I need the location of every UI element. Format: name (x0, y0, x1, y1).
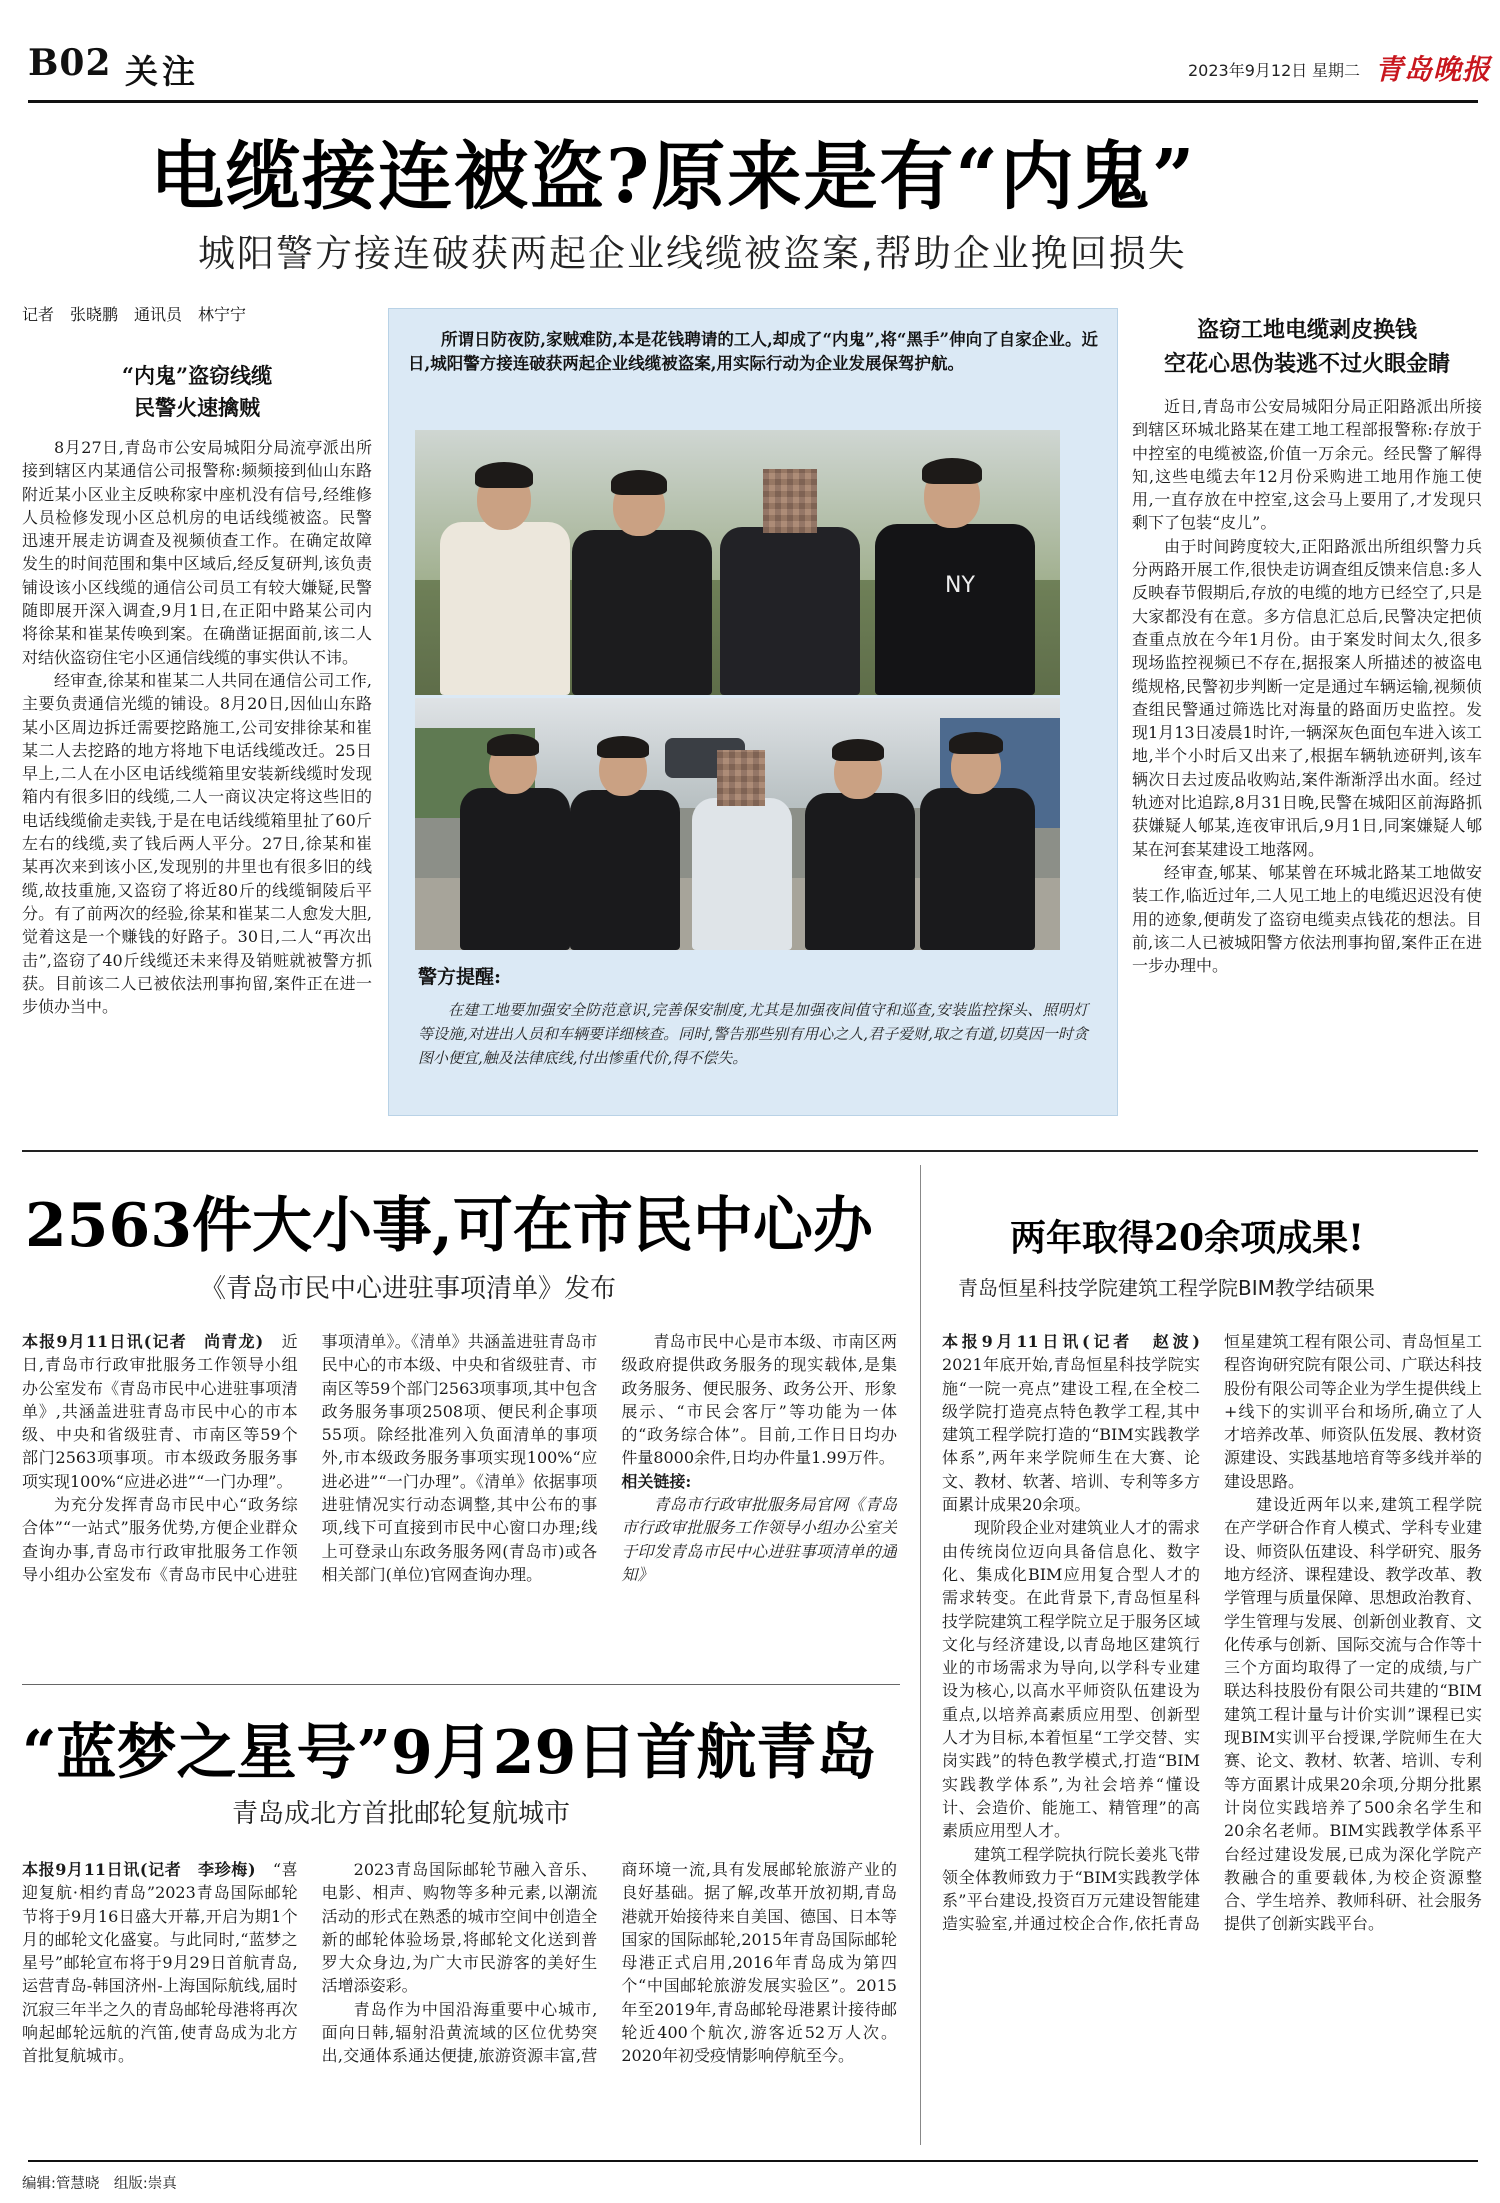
story1-right-column (1132, 313, 1482, 1123)
related-link-label: 相关链接: (621, 1471, 692, 1491)
editor-credit: 编辑:管慧晓 组版:崇真 (22, 2176, 177, 2192)
related-link-text: 青岛市行政审批服务局官网《青岛市行政审批服务工作领导小组办公室关于印发青岛市民中心进驻事项清单的通知》 (621, 1495, 897, 1584)
issue-date: 2023年9月12日 (1188, 61, 1308, 80)
suspects-photo-2 (415, 698, 1060, 950)
story2-headline: 2563件大小事,可在市民中心办 (25, 1191, 873, 1261)
story1-left-subheading: “内鬼”盗窃线缆 民警火速擒贼 (121, 363, 273, 420)
story1-headline: 电缆接连被盗?原来是有“内鬼” (150, 134, 1197, 220)
story2-paragraph: 为充分发挥青岛市民中心“政务综合体”“一站式”服务优势,方便企业群众查询办事,青岛市行政审批服务工作领导小组办公室发布《青岛市民中心进驻事项清单》。《清单》共涵盖进驻青岛市民中心的市本级、中央和省级驻青、市南区等59个部门2563项事项,其中包含政务服务事项2508项、便民利企事项55项。除经批准列入负面清单的事项外,市本级政务服务事项实现100%“应进必进”“一门办理”。《清单》依据事项进驻情况实行动态调整,其中公布的事项,线下可直接到市民中心窗口办理;线上可登录山东政务服务网(青岛市)或各相关部门(单位)官网查询办理。 (22, 1332, 598, 1584)
story4-paragraph: 青岛作为中国沿海重要中心城市,面向日韩,辐射沿黄流域的区位优势突出,交通体系通达便捷,旅游资源丰富,营商环境一流,具有发展邮轮旅游产业的良好基础。据了解,改革开放初期,青岛港就开始接待来自美国、德国、日本等国家的国际邮轮,2015年青岛国际邮轮母港正式启用,2016年青岛成为第四个“中国邮轮旅游发展实验区”。2015年至2019年,青岛邮轮母港累计接待邮轮近400个航次,游客近52万人次。2020年初受疫情影响停航至今。 (321, 1860, 897, 2066)
story1-right-paragraph: 由于时间跨度较大,正阳路派出所组织警力兵分两路开展工作,很快走访调查组反馈来信息:多人反映春节假期后,存放的电缆的地方已经空了,只是大家都没有在意。多方信息汇总后,民警决定把侦查重点放在今年1月份。由于案发时间太久,很多现场监控视频已不存在,据报案人所描述的被盗电缆规格,民警初步判断一定是通过车辆运输,视频侦查组民警通过筛选比对海量的路面历史监控。发现1月13日凌晨1时许,一辆深灰色面包车进入该工地,半个小时后又出来了,根据车辆轨迹研判,该车辆次日去过废品收购站,案件渐渐浮出水面。经过轨迹对比追踪,8月31日晚,民警在城阳区前海路抓获嫌疑人郇某,连夜审讯后,9月1日,同案嫌疑人郇某在河套某建设工地落网。 (1132, 536, 1482, 859)
story4-paragraph: 本报9月11日讯(记者 李珍梅) “喜迎复航·相约青岛”2023青岛国际邮轮节将于9月16日盛大开幕,开启为期1个月的邮轮文化盛宴。与此同时,“蓝梦之星号”邮轮宣布将于9月29日首航青岛,运营青岛-韩国济州-上海国际航线,届时沉寂三年半之久的青岛邮轮母港将再次响起邮轮远航的汽笛,使青岛成为北方首批复航城市。 (22, 1860, 298, 2066)
story1-right-paragraph: 近日,青岛市公安局城阳分局正阳路派出所接到辖区环城北路某在建工地工程部报警称:存放于中控室的电缆被盗,价值一万余元。经民警了解得知,这些电缆去年12月份采购进工地用作施工使用,一直存放在中控室,这会马上要用了,才发现只剩下了包装“皮儿”。 (1132, 397, 1482, 533)
newspaper-masthead-logo: 青岛晚报 (1375, 53, 1492, 86)
story4-subheadline: 青岛成北方首批邮轮复航城市 (232, 1799, 571, 1829)
story2-paragraph: 本报9月11日讯(记者 尚青龙) 近日,青岛市行政审批服务工作领导小组办公室发布《青岛市民中心进驻事项清单》,共涵盖进驻青岛市民中心的市本级、中央和省级驻青、市南区等59个部门2563项事项。市本级政务服务事项实现100%“应进必进”“一门办理”。 (22, 1332, 298, 1491)
section-divider (22, 1150, 1478, 1152)
section-name: 关注 (125, 52, 199, 91)
police-tip-text: 在建工地要加强安全防范意识,完善保安制度,尤其是加强夜间值守和巡查,安装监控探头、照明灯等设施,对进出人员和车辆要详细核查。同时,警告那些别有用心之人,君子爱财,取之有道,切莫因一时贪图小便宜,触及法律底线,付出惨重代价,得不偿失。 (418, 1001, 1088, 1067)
story2-subheadline: 《青岛市民中心进驻事项清单》发布 (200, 1274, 617, 1304)
header-rule (28, 100, 1478, 103)
story3-paragraph: 现阶段企业对建筑业人才的需求由传统岗位迈向具备信息化、数字化、集成化BIM应用复合型人才的需求转变。在此背景下,青岛恒星科技学院建筑工程学院立足于服务区域文化与经济建设,以青岛地区建筑行业的市场需求为导向,以学科专业建设为核心,以高水平师资队伍建设为重点,以培养高素质应用型、创新型人才为目标,本着恒星“工学交替、实岗实践”的特色教学模式,打造“BIM实践教学体系”,为社会培养“懂设计、会造价、能施工、精管理”的高素质应用型人才。 (942, 1518, 1200, 1841)
story4-paragraph: 2023青岛国际邮轮节融入音乐、电影、相声、购物等多种元素,以潮流活动的形式在熟悉的城市空间中创造全新的邮轮体验场景,将邮轮文化送到普罗大众身边,为广大市民游客的美好生活增添姿彩。 (321, 1860, 598, 1996)
story1-center-intro: 所谓日防夜防,家贼难防,本是花钱聘请的工人,却成了“内鬼”,将“黑手”伸向了自家企业。近日,城阳警方接连破获两起企业线缆被盗案,用实际行动为企业发展保驾护航。 (408, 330, 1098, 373)
page-code: B02 (28, 42, 112, 84)
suspects-photo-1: NY (415, 430, 1060, 695)
section-divider (22, 1684, 900, 1685)
story1-subheadline: 城阳警方接连破获两起企业线缆被盗案,帮助企业挽回损失 (198, 232, 1187, 275)
story3-headline: 两年取得20余项成果! (1010, 1217, 1364, 1259)
issue-weekday: 星期二 (1312, 61, 1361, 80)
story2-body (22, 1330, 897, 1675)
police-tip-title: 警方提醒: (418, 966, 502, 988)
story1-right-paragraph: 经审查,郇某、郇某曾在环城北路某工地做安装工作,临近过年,二人见工地上的电缆迟迟没有使用的迹象,便萌发了盗窃电缆卖点钱花的想法。目前,该二人已被城阳警方依法刑事拘留,案件正在进一步办理中。 (1132, 862, 1482, 976)
column-divider (920, 1165, 921, 2145)
story1-right-subheading: 盗窃工地电缆剥皮换钱 空花心思伪装逃不过火眼金睛 (1163, 317, 1450, 377)
story1-left-paragraph: 8月27日,青岛市公安局城阳分局流亭派出所接到辖区内某通信公司报警称:频频接到仙山东路附近某小区业主反映称家中座机没有信号,经维修人员检修发现小区总机房的电话线缆被盗。民警迅速开展走访调查及视频侦查工作。在确定故障发生的时间范围和集中区域后,经反复研判,该负责铺设该小区线缆的通信公司员工有较大嫌疑,民警随即展开深入调查,9月1日,在正阳中路某公司内将徐某和崔某传唤到案。在确凿证据面前,该二人对结伙盗窃住宅小区通信线缆的事实供认不讳。 (22, 438, 372, 667)
story1-left-paragraph: 经审查,徐某和崔某二人共同在通信公司工作,主要负责通信光缆的铺设。8月20日,因仙山东路某小区周边拆迁需要挖路施工,公司安排徐某和崔某二人去挖路的地方将地下电话线缆改迁。25日早上,二人在小区电话线缆箱里安装新线缆时发现箱内有很多旧的线缆,二人一商议决定将这些旧的电话线缆偷走卖钱,于是在电话线缆箱里扯了60斤左右的线缆,卖了钱后两人平分。27日,徐某和崔某再次来到该小区,发现别的井里也有很多旧的线缆,故技重施,又盗窃了将近80斤的线缆铜陵后平分。有了前两次的经验,徐某和崔某二人愈发大胆,觉着这是一个赚钱的好路子。30日,二人“再次出击”,盗窃了40斤线缆还未来得及销赃就被警方抓获。目前该二人已被依法刑事拘留,案件正在进一步侦办当中。 (22, 670, 372, 1017)
story4-headline: “蓝梦之星号”9月29日首航青岛 (22, 1718, 877, 1788)
story3-body (942, 1330, 1482, 2152)
story3-paragraph: 本报9月11日讯(记者 赵波) 2021年底开始,青岛恒星科技学院实施“一院一亮点”建设工程,在全校二级学院打造亮点特色教学工程,其中建筑工程学院打造的“BIM实践教学体系”,两年来学院师生在大赛、论文、教材、软著、培训、专利等多方面累计成果20余项。 (942, 1332, 1200, 1515)
footer-rule (28, 2160, 1478, 2162)
story1-left-column (22, 360, 372, 1120)
story3-paragraph: 建筑工程学院执行院长姜兆飞带领全体教师致力于“BIM实践教学体系”平台建设,投资百万元建设智能建造实验室,并通过校企合作,依托青岛恒星建筑工程有限公司、青岛恒星工程咨询研究院有限公司、广联达科技股份有限公司等企业为学生提供线上+线下的实训平台和场所,确立了人才培养改革、师资队伍发展、教材资源建设、实践基地培育等多线并举的建设思路。 (942, 1332, 1482, 1934)
story2-paragraph: 青岛市民中心是市本级、市南区两级政府提供政务服务的现实载体,是集政务服务、便民服务、政务公开、形象展示、“市民会客厅”等功能为一体的“政务综合体”。目前,工作日日均办件量8000余件,日均办件量1.99万件。 (621, 1332, 897, 1468)
story3-paragraph: 建设近两年以来,建筑工程学院在产学研合作育人模式、学科专业建设、师资队伍建设、科学研究、服务地方经济、课程建设、教学改革、教学管理与质量保障、思想政治教育、学生管理与发展、创新创业教育、文化传承与创新、国际交流与合作等十三个方面均取得了一定的成绩,与广联达科技股份有限公司共建的“BIM建筑工程计量与计价实训”课程已实现BIM实训平台授课,学院师生在大赛、论文、教材、软著、培训、专利等方面累计成果20余项,分期分批累计岗位实践培养了500余名学生和20余名老师。BIM实践教学体系平台经过建设发展,已成为深化学院产教融合的重要载体,为校企资源整合、学生培养、教师科研、社会服务提供了创新实践平台。 (1224, 1495, 1482, 1934)
story1-byline: 记者 张晓鹏 通讯员 林宁宁 (22, 305, 247, 324)
story3-subheadline: 青岛恒星科技学院建筑工程学院BIM教学结硕果 (958, 1276, 1375, 1300)
story4-body (22, 1858, 897, 2153)
